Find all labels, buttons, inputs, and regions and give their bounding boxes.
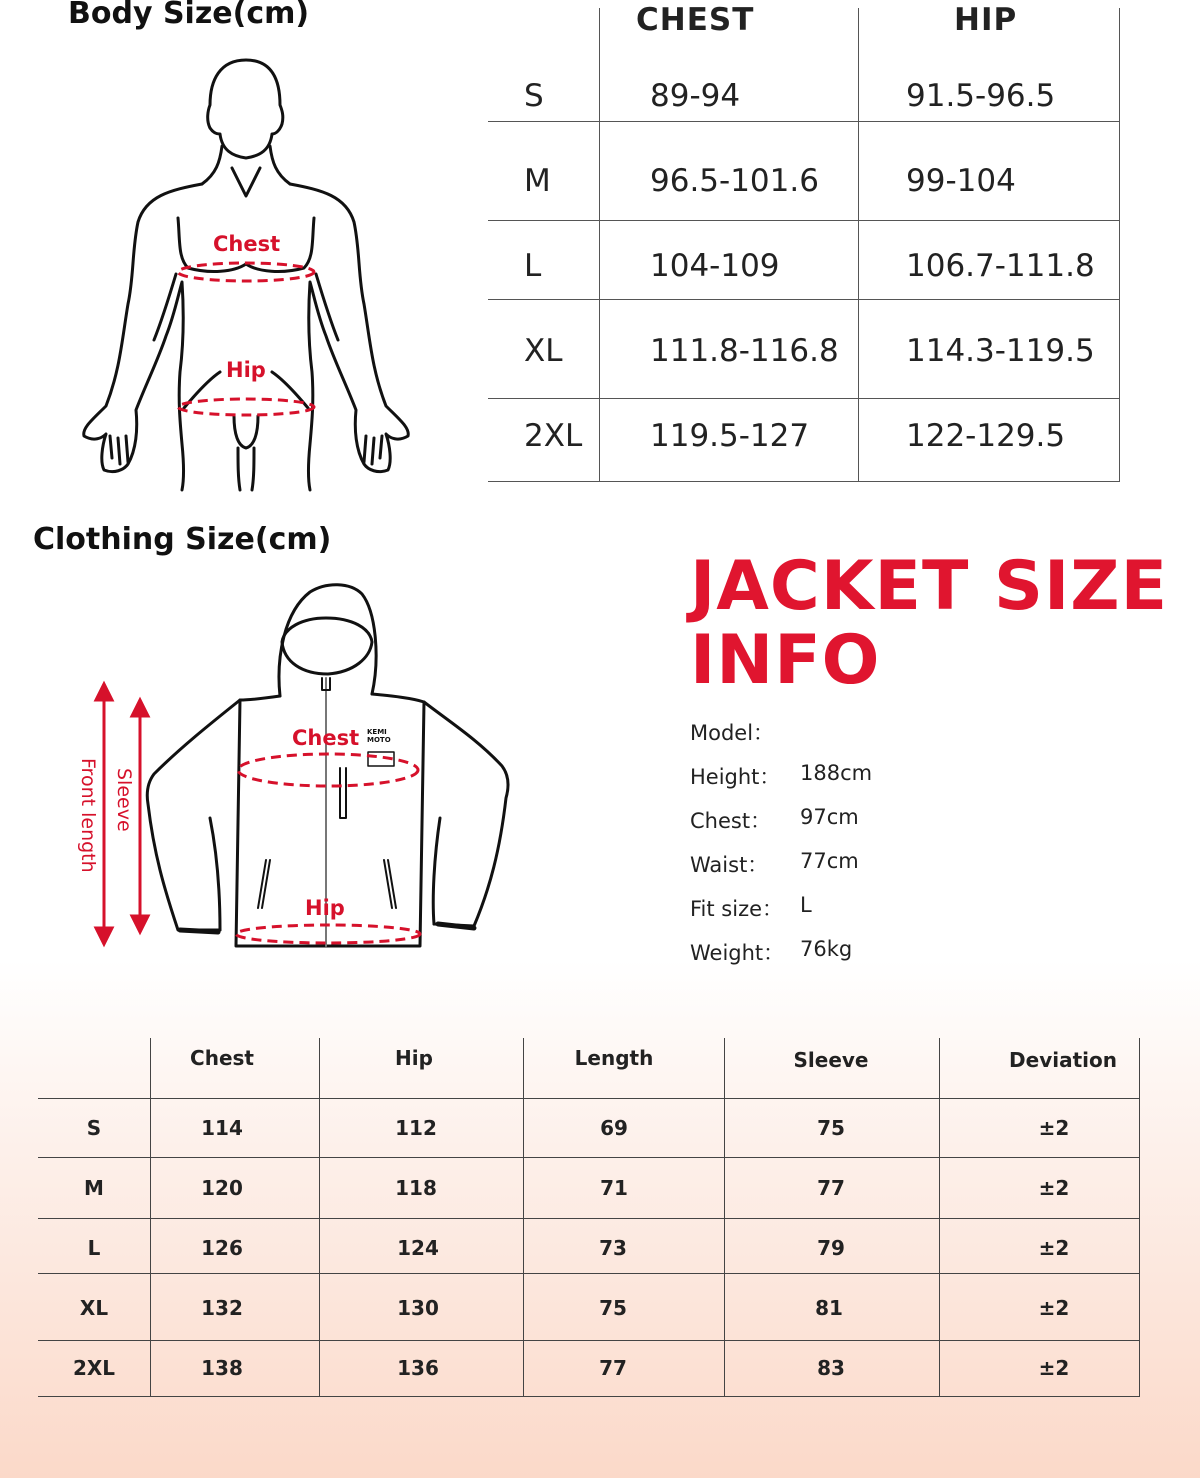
row-deviation: ±2 — [1038, 1296, 1070, 1320]
jacket-size-info-title: JACKET SIZE INFO — [690, 547, 1169, 700]
model-waist: Waist： 77cm — [690, 849, 859, 877]
body-row-chest: 89-94 — [650, 78, 741, 114]
row-sleeve: 75 — [817, 1116, 845, 1140]
row-length: 73 — [599, 1236, 627, 1260]
model-height: Height： 188cm — [690, 761, 873, 789]
row-deviation: ±2 — [1038, 1176, 1070, 1200]
row-size: M — [84, 1176, 104, 1200]
row-size: 2XL — [72, 1356, 116, 1380]
row-size: L — [87, 1236, 101, 1260]
header-chest: Chest — [190, 1046, 254, 1070]
model-label: Model： — [690, 721, 775, 745]
row-length: 77 — [599, 1356, 627, 1380]
row-sleeve: 77 — [817, 1176, 845, 1200]
body-row-chest: 111.8-116.8 — [650, 333, 839, 369]
body-size-table — [488, 0, 1120, 482]
row-chest: 138 — [201, 1356, 243, 1380]
jacket-figure — [70, 578, 520, 950]
header-hip: Hip — [395, 1046, 433, 1070]
clothing-size-title: Clothing Size(cm) — [33, 522, 332, 557]
row-deviation: ±2 — [1038, 1116, 1070, 1140]
row-hip: 130 — [397, 1296, 439, 1320]
body-header-chest: CHEST — [636, 2, 755, 38]
jacket-hip-label: Hip — [305, 896, 345, 920]
body-row-size: S — [524, 78, 544, 114]
body-row-hip: 114.3-119.5 — [906, 333, 1095, 369]
model-chest: Chest： 97cm — [690, 805, 859, 833]
row-hip: 136 — [397, 1356, 439, 1380]
row-length: 69 — [600, 1116, 628, 1140]
body-row-chest: 96.5-101.6 — [650, 163, 819, 199]
body-header-hip: HIP — [954, 2, 1018, 38]
front-length-label: Front length — [77, 758, 99, 873]
header-length: Length — [574, 1046, 654, 1070]
row-deviation: ±2 — [1038, 1236, 1070, 1260]
body-size-title: Body Size(cm) — [68, 0, 310, 31]
clothing-size-table — [38, 1038, 1140, 1397]
row-sleeve: 79 — [817, 1236, 845, 1260]
body-row-size: M — [524, 163, 551, 199]
body-figure — [70, 50, 420, 495]
body-row-chest: 119.5-127 — [650, 418, 810, 454]
row-hip: 124 — [397, 1236, 439, 1260]
body-row-hip: 91.5-96.5 — [906, 78, 1056, 114]
body-hip-label: Hip — [226, 358, 266, 382]
row-length: 75 — [599, 1296, 627, 1320]
body-row-size: L — [524, 248, 542, 284]
header-sleeve: Sleeve — [793, 1048, 869, 1072]
kemimoto-logo: KEMI MOTO — [367, 728, 391, 744]
model-weight: Weight： 76kg — [690, 937, 853, 965]
row-chest: 120 — [201, 1176, 243, 1200]
row-size: XL — [79, 1296, 109, 1320]
row-sleeve: 81 — [815, 1296, 843, 1320]
sleeve-label: Sleeve — [113, 768, 135, 832]
body-row-size: XL — [524, 333, 563, 369]
row-chest: 132 — [201, 1296, 243, 1320]
row-chest: 114 — [201, 1116, 243, 1140]
row-hip: 118 — [395, 1176, 437, 1200]
row-deviation: ±2 — [1038, 1356, 1070, 1380]
body-row-hip: 122-129.5 — [906, 418, 1066, 454]
row-sleeve: 83 — [817, 1356, 845, 1380]
jacket-chest-label: Chest — [292, 726, 360, 750]
body-row-chest: 104-109 — [650, 248, 780, 284]
row-length: 71 — [600, 1176, 628, 1200]
body-row-size: 2XL — [524, 418, 583, 454]
body-chest-label: Chest — [213, 232, 281, 256]
row-hip: 112 — [395, 1116, 437, 1140]
model-fit-size: Fit size： L — [690, 893, 812, 921]
body-row-hip: 99-104 — [906, 163, 1016, 199]
body-row-hip: 106.7-111.8 — [906, 248, 1095, 284]
row-size: S — [86, 1116, 102, 1140]
header-deviation: Deviation — [1009, 1048, 1117, 1072]
row-chest: 126 — [201, 1236, 243, 1260]
